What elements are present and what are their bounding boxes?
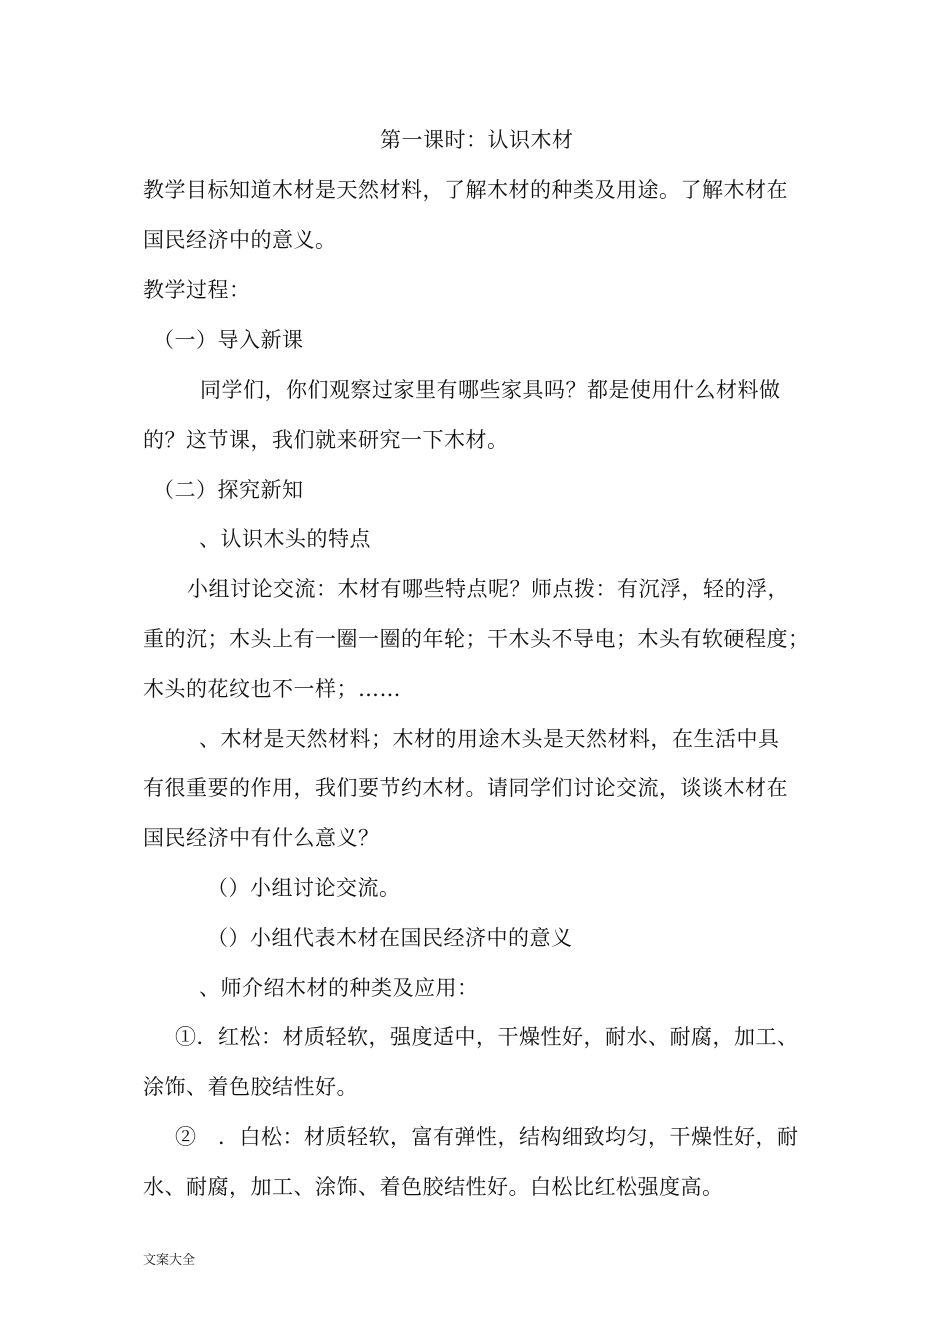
paragraph-line: 重的沉；木头上有一圈一圈的年轮；干木头不导电；木头有软硬程度； xyxy=(143,627,810,651)
paragraph-line: 国民经济中的意义。 xyxy=(143,228,337,252)
paragraph-line: 国民经济中有什么意义？ xyxy=(143,826,380,850)
subsection-heading: 、认识木头的特点 xyxy=(199,527,371,551)
paragraph-line: 木头的花纹也不一样；…… xyxy=(143,677,401,701)
paragraph-line: 涂饰、着色胶结性好。 xyxy=(143,1075,358,1099)
paragraph-line: 教学目标知道木材是天然材料，了解木材的种类及用途。了解木材在 xyxy=(143,178,788,202)
section-heading: 教学过程： xyxy=(143,278,251,302)
paragraph-line: 有很重要的作用，我们要节约木材。请同学们讨论交流，谈谈木材在 xyxy=(143,776,788,800)
list-item: （）小组讨论交流。 xyxy=(207,876,401,900)
paragraph-line: 、木材是天然材料；木材的用途木头是天然材料，在生活中具 xyxy=(199,727,780,751)
list-item: ② ．白松：材质轻软，富有弹性，结构细致均匀，干燥性好，耐 xyxy=(175,1125,799,1149)
page-title: 第一课时：认识木材 xyxy=(380,128,574,152)
paragraph-line: 小组讨论交流：木材有哪些特点呢？师点拨：有沉浮，轻的浮， xyxy=(187,577,789,601)
list-item: （）小组代表木材在国民经济中的意义 xyxy=(207,926,573,950)
subsection-heading: 、师介绍木材的种类及应用： xyxy=(199,976,479,1000)
paragraph-line: 同学们，你们观察过家里有哪些家具吗？都是使用什么材料做 xyxy=(200,378,781,402)
paragraph-line: 水、耐腐，加工、涂饰、着色胶结性好。白松比红松强度高。 xyxy=(143,1175,724,1199)
section-heading: （一）导入新课 xyxy=(153,328,304,352)
list-item: ①．红松：材质轻软，强度适中，干燥性好，耐水、耐腐，加工、 xyxy=(175,1025,799,1049)
paragraph-line: 的？这节课，我们就来研究一下木材。 xyxy=(143,428,509,452)
section-heading: （二）探究新知 xyxy=(153,478,304,502)
page-footer: 文案大全 xyxy=(143,1253,196,1268)
